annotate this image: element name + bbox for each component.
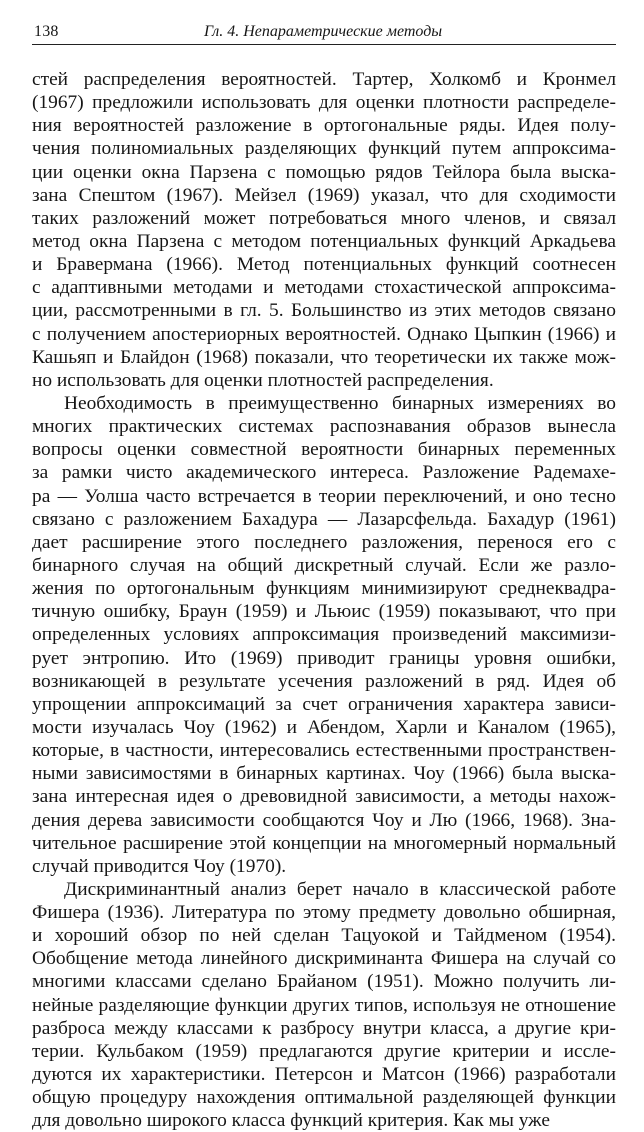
text-line: стей распределения вероятностей. Тартер, Холкомб и Кронмел <box>32 69 616 90</box>
text-line: терии. Кульбаком (1959) предлагаются другие критерии и иссле- <box>32 1040 616 1062</box>
text-line: дения дерева зависимости сообщаются Чоу и Лю (1966, 1968). Зна- <box>32 809 616 831</box>
text-line: общую процедуру нахождения оптимальной разделяющей функции <box>32 1087 616 1109</box>
text-line: и Бравермана (1966). Метод потенциальных функций соотнесен <box>32 254 616 276</box>
text-line: Дискриминантный анализ берет начало в классической работе <box>64 878 616 900</box>
text-line: зана интересная идея о древовидной зависимости, а методы нахож- <box>32 786 616 808</box>
text-line: жения по ортогональным функциям минимизируют среднеквадра- <box>32 578 616 600</box>
page-header <box>32 22 616 45</box>
text-line: нейные разделяющие функции других типов, используя не отношение <box>32 994 616 1016</box>
text-line: ции, рассмотренными в гл. 5. Большинство из этих методов связано <box>32 300 616 322</box>
text-line: связано с разложением Бахадура — Лазарсфельда. Бахадур (1961) <box>32 508 616 530</box>
text-line: Необходимость в преимущественно бинарных измерениях во <box>64 392 616 414</box>
text-line: возникающей в результате усечения разложений в ряд. Идея об <box>32 670 616 692</box>
text-line: мости изучалась Чоу (1962) и Абендом, Харли и Каналом (1965), <box>32 716 616 738</box>
running-title: Гл. 4. Непараметрические методы <box>204 23 443 40</box>
page-number: 138 <box>34 23 59 40</box>
text-line: определенных условиях аппроксимация произведений максимизи- <box>32 624 616 646</box>
text-line: и хороший обзор по ней сделан Тацуокой и Тайдменом (1954). <box>32 925 616 947</box>
text-line: метод окна Парзена с методом потенциальных функций Аркадьева <box>32 230 616 252</box>
text-line: Обобщение метода линейного дискриминанта Фишера на случай со <box>32 948 616 970</box>
page-body <box>32 68 616 1132</box>
text-line: но использовать для оценки плотностей распределения. <box>32 369 494 391</box>
text-line: с получением апостериорных вероятностей. Однако Цыпкин (1966) и <box>32 323 616 345</box>
text-line: многих практических системах распознавания образов вынесла <box>32 416 616 438</box>
text-line: упрощении аппроксимаций за счет ограничения характера зависи- <box>32 693 616 715</box>
text-line: для довольно широкого класса функций критерия. Как мы уже <box>32 1110 550 1132</box>
text-line: разброса между классами к разбросу внутри класса, а другие кри- <box>32 1017 616 1039</box>
text-line: дает расширение этого последнего разложения, перенося его с <box>32 531 616 553</box>
text-line: многими классами сделано Брайаном (1951). Можно получить ли- <box>32 971 616 993</box>
text-line: вопросы оценки совместной вероятности бинарных переменных <box>32 439 616 461</box>
text-line: рует энтропию. Ито (1969) приводит границы уровня ошибки, <box>32 647 616 669</box>
text-line: зана Спештом (1967). Мейзел (1969) указал, что для сходимости <box>32 184 616 206</box>
text-line: ции оценки окна Парзена с помощью рядов Тейлора была выска- <box>32 161 616 183</box>
text-line: чения полиномиальных разделяющих функций путем аппроксима- <box>32 138 616 160</box>
text-line: Фишера (1936). Литература по этому предмету довольно обширная, <box>32 902 616 924</box>
text-line: (1967) предложили использовать для оценки плотности распределе- <box>32 92 616 114</box>
text-line: чительное расширение этой концепции на многомерный нормальный <box>32 832 616 854</box>
text-line: случай приводится Чоу (1970). <box>32 855 287 877</box>
text-line: тичную ошибку, Браун (1959) и Льюис (1959) показывают, что при <box>32 601 616 623</box>
text-line: таких разложений может потребоваться много членов, и связал <box>32 207 616 229</box>
text-line: дуются их характеристики. Петерсон и Матсон (1966) разработали <box>32 1064 616 1086</box>
text-line: Кашьяп и Блайдон (1968) показали, что теоретически их также мож- <box>32 346 616 368</box>
paragraph-1 <box>32 68 616 392</box>
text-line: бинарного случая на общий дискретный случай. Если же разло- <box>32 554 616 576</box>
text-line: которые, в частности, интересовались естественными пространствен- <box>32 740 616 762</box>
paragraph-2 <box>32 392 616 878</box>
text-line: ными зависимостями в бинарных картинах. Чоу (1966) была выска- <box>32 763 616 785</box>
text-line: с адаптивными методами и методами стохастической аппроксима- <box>32 277 616 299</box>
paragraph-3 <box>32 878 616 1132</box>
text-line: за рамки чисто академического интереса. Разложение Радемахе- <box>32 462 616 484</box>
text-line: ния вероятностей разложение в ортогональные ряды. Идея полу- <box>32 115 616 137</box>
book-page <box>32 22 616 1132</box>
text-line: ра — Уолша часто встречается в теории переключений, и оно тесно <box>32 485 616 507</box>
